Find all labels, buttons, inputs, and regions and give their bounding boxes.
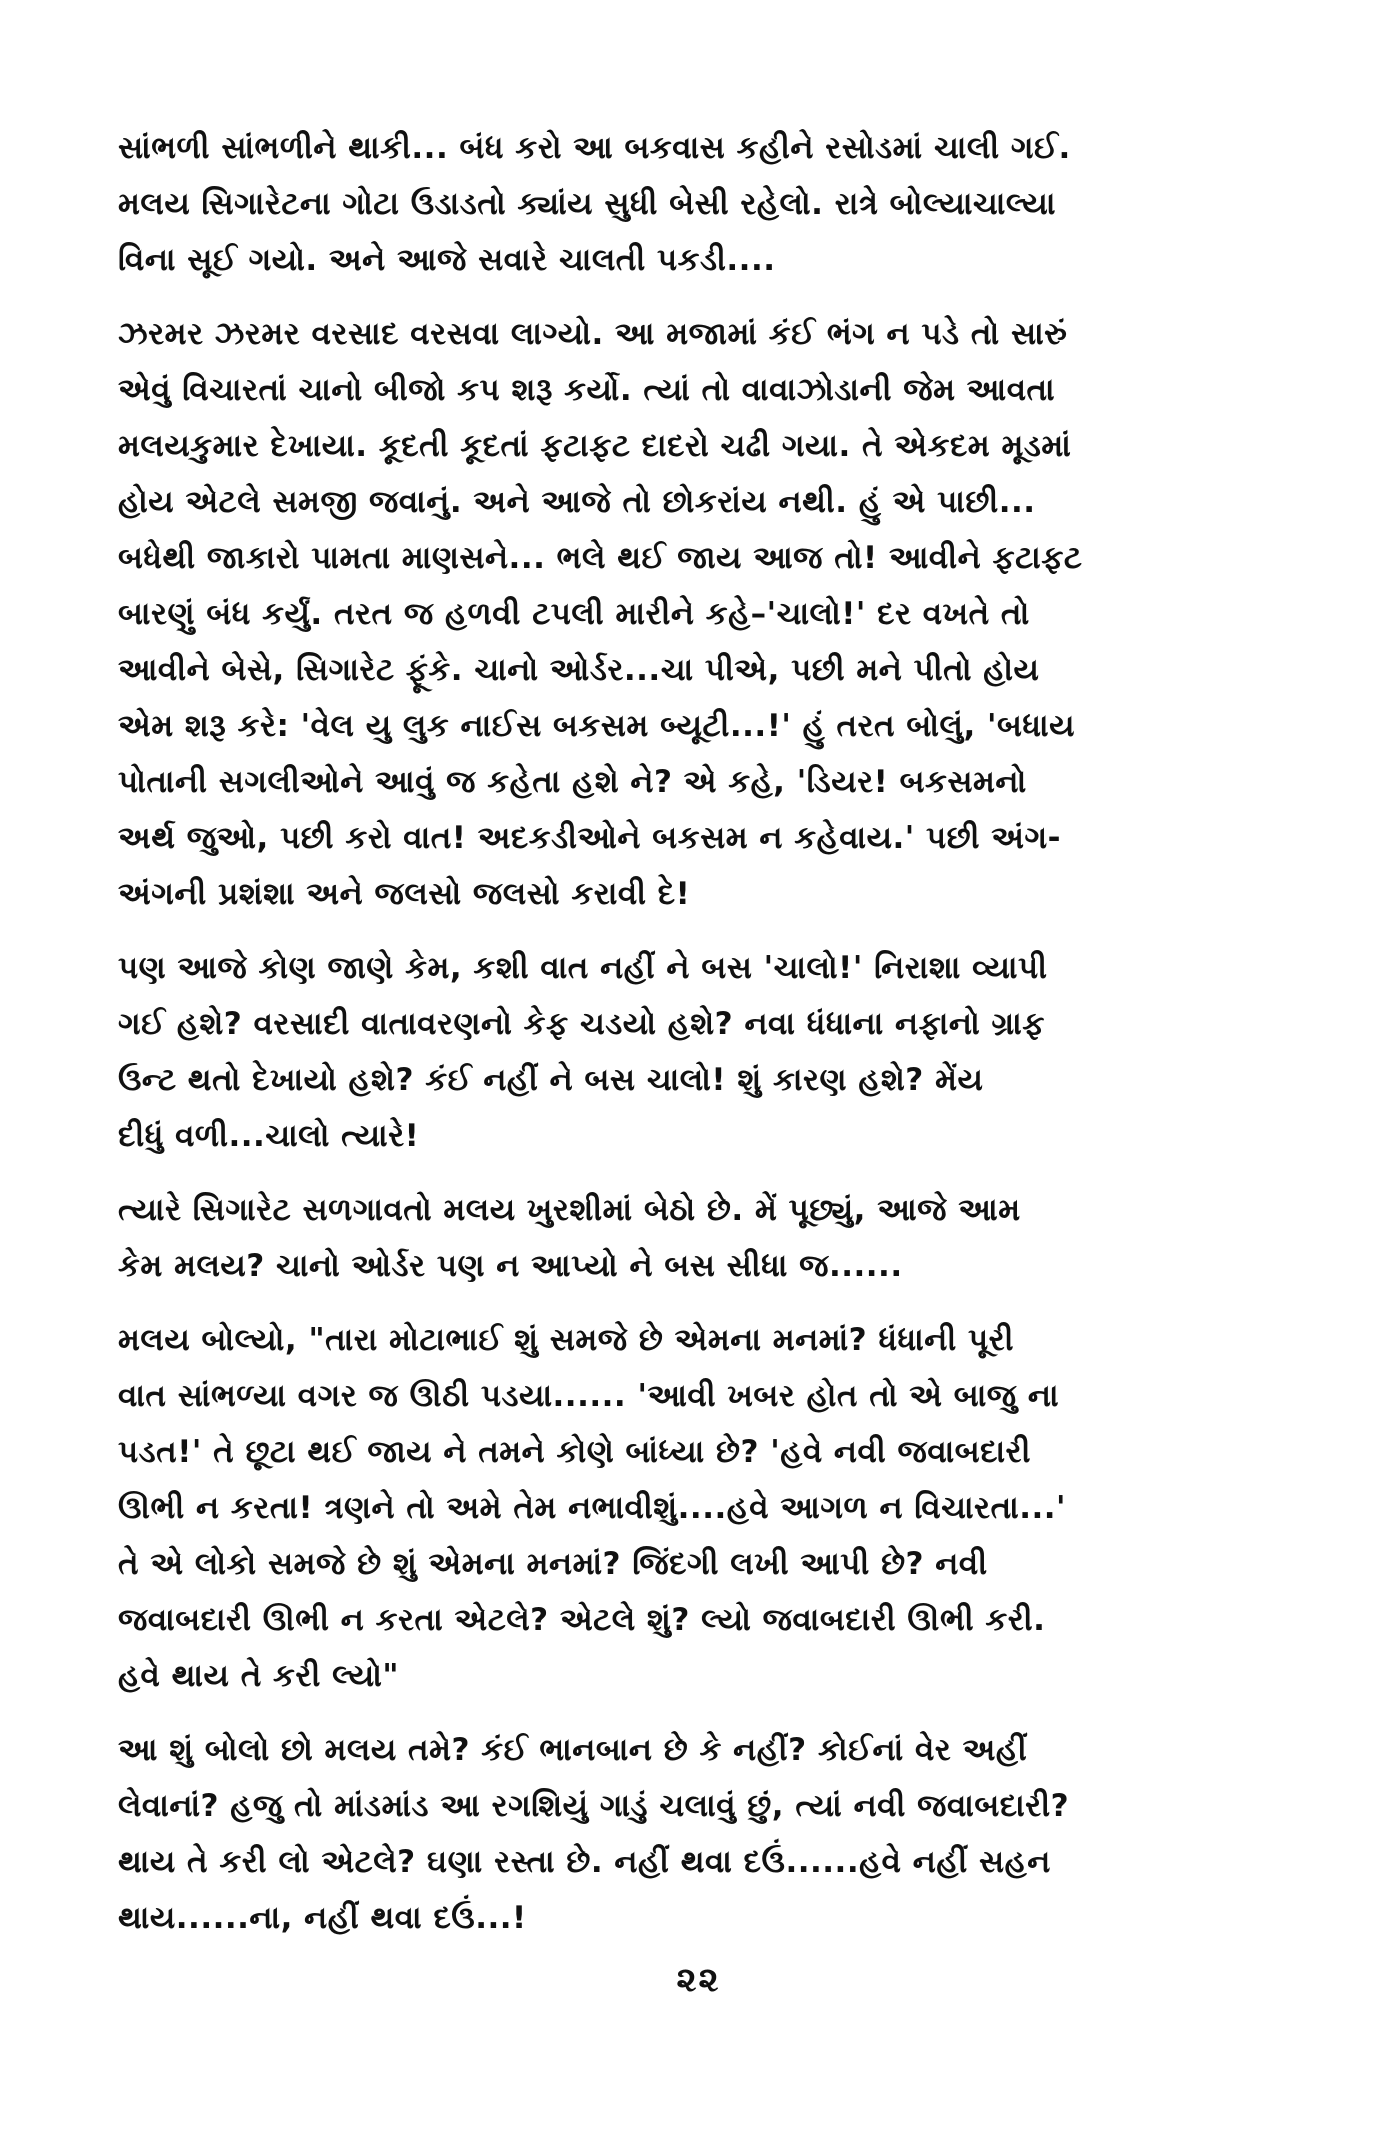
text-line: વિના સૂઈ ગયો. અને આજે સવારે ચાલતી પકડી....: [118, 242, 776, 278]
paragraph-2: [118, 306, 1278, 922]
text-line: કેમ મલય? ચાનો ઓર્ડર પણ ન આપ્યો ને બસ સીધા જ......: [118, 1248, 903, 1284]
text-line: પણ આજે કોણ જાણે કેમ, કશી વાત નહીં ને બસ 'ચાલો!' નિરાશા વ્યાપી: [118, 950, 1048, 986]
text-line: આ શું બોલો છો મલય તમે? કંઈ ભાનબાન છે કે નહીં? કોઈનાં વેર અહીં: [118, 1732, 1028, 1768]
paragraph-5: [118, 1312, 1278, 1704]
text-line: દીધું વળી...ચાલો ત્યારે!: [118, 1118, 420, 1154]
text-line: વાત સાંભળ્યા વગર જ ઊઠી પડયા...... 'આવી ખબર હોત તો એ બાજુ ના: [118, 1378, 1060, 1414]
text-line: જવાબદારી ઊભી ન કરતા એટલે? એટલે શું? લ્યો જવાબદારી ઊભી કરી.: [118, 1602, 1046, 1638]
text-line: ગઈ હશે? વરસાદી વાતાવરણનો કેફ ચડયો હશે? નવા ધંધાના નફાનો ગ્રાફ: [118, 1006, 1045, 1042]
text-line: અંગની પ્રશંશા અને જલસો જલસો કરાવી દે!: [118, 876, 691, 912]
text-line: હોય એટલે સમજી જવાનું. અને આજે તો છોકરાંય નથી. હું એ પાછી...: [118, 484, 1036, 520]
text-line: પડત!' તે છૂટા થઈ જાય ને તમને કોણે બાંધ્યા છે? 'હવે નવી જવાબદારી: [118, 1434, 1031, 1470]
text-line: થાય......ના, નહીં થવા દઉં...!: [118, 1900, 527, 1936]
text-line: ઊભી ન કરતા! ત્રણને તો અમે તેમ નભાવીશું....હવે આગળ ન વિચારતા...': [118, 1490, 1067, 1526]
text-line: લેવાનાં? હજુ તો માંડમાંડ આ રગશિયું ગાડું ચલાવું છું, ત્યાં નવી જવાબદારી?: [118, 1788, 1070, 1824]
text-line: મલયકુમાર દેખાયા. કૂદતી કૂદતાં ફટાફટ દાદરો ચઢી ગયા. તે એકદમ મૂડમાં: [118, 428, 1072, 464]
text-line: બધેથી જાકારો પામતા માણસને... ભલે થઈ જાય આજ તો! આવીને ફટાફટ: [118, 540, 1083, 576]
text-line: મલય સિગારેટના ગોટા ઉડાડતો ક્યાંય સુધી બેસી રહેલો. રાત્રે બોલ્યાચાલ્યા: [118, 186, 1056, 222]
text-line: થાય તે કરી લો એટલે? ઘણા રસ્તા છે. નહીં થવા દઉં......હવે નહીં સહન: [118, 1844, 1051, 1880]
text-line: ત્યારે સિગારેટ સળગાવતો મલય ખુરશીમાં બેઠો છે. મેં પૂછ્યું, આજે આમ: [118, 1192, 1021, 1228]
text-line: ઝરમર ઝરમર વરસાદ વરસવા લાગ્યો. આ મજામાં કંઈ ભંગ ન પડે તો સારું: [118, 316, 1068, 352]
text-line: એમ શરૂ કરે: 'વેલ યુ લુક નાઈસ બકસમ બ્યૂટી...!' હું તરત બોલું, 'બધાય: [118, 708, 1076, 744]
paragraph-4: [118, 1182, 1278, 1294]
text-line: મલય બોલ્યો, "તારા મોટાભાઈ શું સમજે છે એમના મનમાં? ધંધાની પૂરી: [118, 1322, 1015, 1358]
text-line: ઉન્ટ થતો દેખાયો હશે? કંઈ નહીં ને બસ ચાલો! શું કારણ હશે? મેંય: [118, 1062, 984, 1098]
body-text: [118, 120, 1278, 1964]
text-line: આવીને બેસે, સિગારેટ ફૂંકે. ચાનો ઓર્ડર...ચા પીએ, પછી મને પીતો હોય: [118, 652, 1040, 688]
paragraph-6: [118, 1722, 1278, 1946]
text-line: એવું વિચારતાં ચાનો બીજો કપ શરૂ કર્યો. ત્યાં તો વાવાઝોડાની જેમ આવતા: [118, 372, 1056, 408]
text-line: બારણું બંધ કર્યું. તરત જ હળવી ટપલી મારીને કહે–'ચાલો!' દર વખતે તો: [118, 596, 1030, 632]
text-line: હવે થાય તે કરી લ્યો": [118, 1658, 400, 1694]
paragraph-1: [118, 120, 1278, 288]
page-number: ૨૨: [676, 1960, 721, 2000]
text-line: સાંભળી સાંભળીને થાકી... બંધ કરો આ બકવાસ કહીને રસોડમાં ચાલી ગઈ.: [118, 130, 1071, 166]
paragraph-3: [118, 940, 1278, 1164]
text-line: તે એ લોકો સમજે છે શું એમના મનમાં? જિંદગી લખી આપી છે? નવી: [118, 1546, 988, 1582]
text-line: પોતાની સગલીઓને આવું જ કહેતા હશે ને? એ કહે, 'ડિયર! બકસમનો: [118, 764, 1027, 800]
text-line: અર્થ જુઓ, પછી કરો વાત! અદકડીઓને બકસમ ન કહેવાય.' પછી અંગ-: [118, 820, 1061, 856]
